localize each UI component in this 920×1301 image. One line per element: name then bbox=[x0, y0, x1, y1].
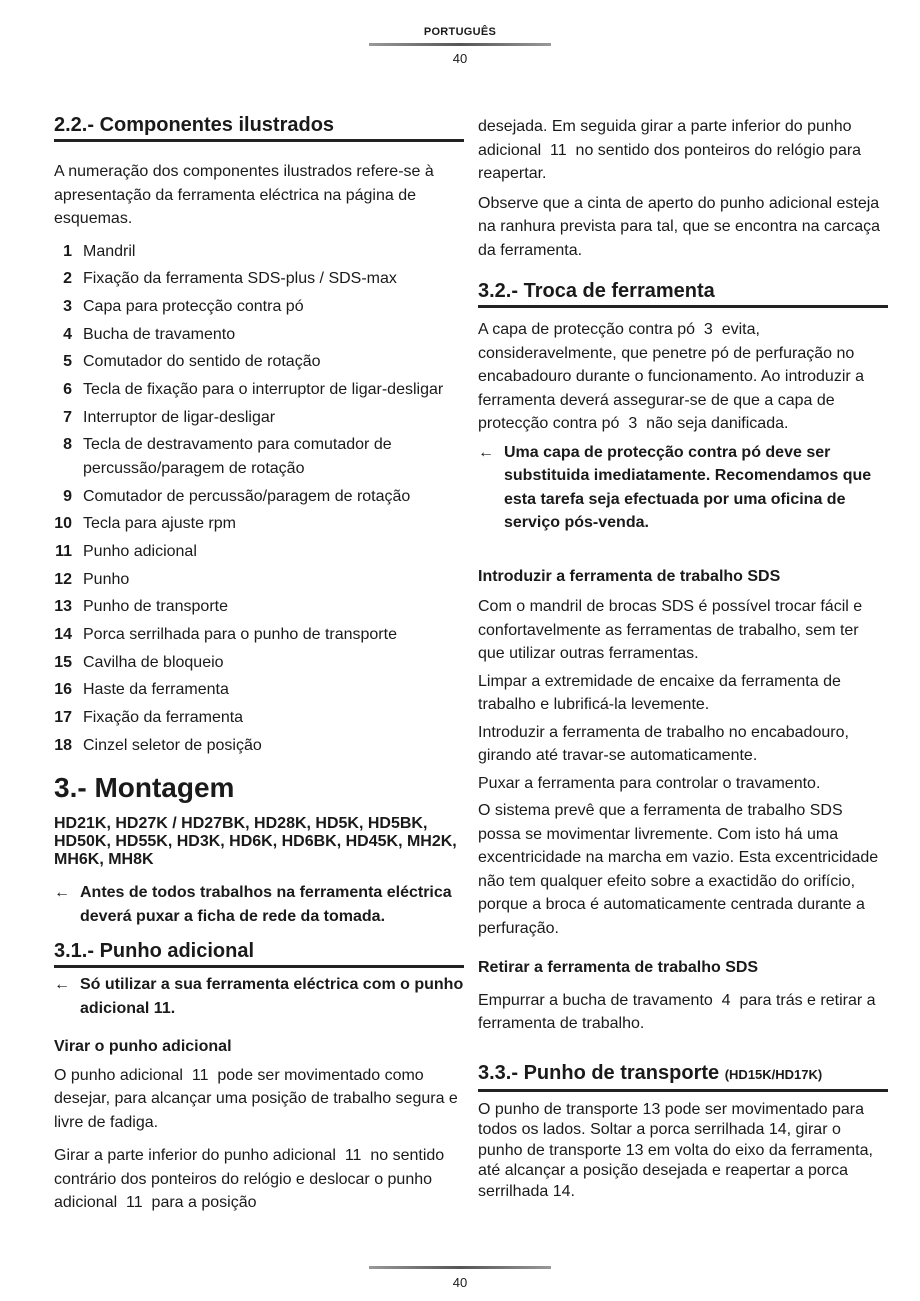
component-item bbox=[54, 378, 464, 402]
introduzir-paragraph-2: Limpar a extremidade de encaixe da ferramenta de trabalho e lubrificá-la levemente. bbox=[478, 672, 841, 713]
component-label: Capa para protecção contra pó bbox=[83, 297, 304, 315]
component-label: Comutador de percussão/paragem de rotação bbox=[83, 487, 411, 505]
component-label: Tecla para ajuste rpm bbox=[83, 515, 236, 533]
virar-continuation: desejada. Em seguida girar a parte inferior do punho adicional 11 no sentido dos ponteiros do relógio para reapertar. bbox=[478, 118, 866, 182]
component-label: Haste da ferramenta bbox=[83, 681, 229, 699]
subheading-virar: Virar o punho adicional bbox=[54, 1038, 232, 1056]
component-item bbox=[54, 678, 464, 702]
component-number: 2 bbox=[63, 270, 72, 288]
header-divider bbox=[369, 43, 551, 46]
component-item bbox=[54, 540, 464, 564]
section-heading-components: 2.2.- Componentes ilustrados bbox=[54, 112, 464, 142]
left-column bbox=[54, 112, 464, 1215]
transporte-heading-models: (HD15K/HD17K) bbox=[724, 1066, 823, 1082]
component-number: 11 bbox=[55, 542, 72, 560]
component-number: 8 bbox=[63, 436, 72, 454]
component-label: Punho adicional bbox=[83, 542, 197, 560]
component-number: 18 bbox=[54, 736, 72, 754]
introduzir-paragraph-1: Com o mandril de brocas SDS é possível trocar fácil e confortavelmente as ferramentas de trabalho, sem ter que utilizar outras ferramentas. bbox=[478, 598, 863, 662]
footer-divider bbox=[369, 1266, 551, 1269]
component-item bbox=[54, 512, 464, 536]
component-item bbox=[54, 568, 464, 592]
warning-arrow-icon: ← bbox=[478, 443, 494, 461]
section-heading-troca: 3.2.- Troca de ferramenta bbox=[478, 278, 888, 308]
component-item bbox=[54, 651, 464, 675]
section-heading-transporte bbox=[478, 1060, 888, 1092]
component-number: 7 bbox=[63, 408, 72, 426]
component-item bbox=[54, 433, 464, 480]
virar-paragraph-2: Girar a parte inferior do punho adicional 11 no sentido contrário dos ponteiros do relógio e deslocar o punho adicional 11 para a posição bbox=[54, 1147, 449, 1212]
cinta-paragraph: Observe que a cinta de aperto do punho adicional esteja na ranhura prevista para tal, que se encontra na carcaça da ferramenta. bbox=[478, 194, 881, 259]
page-number-bottom: 40 bbox=[452, 1275, 468, 1290]
subheading-retirar: Retirar a ferramenta de trabalho SDS bbox=[478, 959, 759, 976]
component-label: Fixação da ferramenta SDS-plus / SDS-max bbox=[83, 270, 397, 288]
component-number: 4 bbox=[63, 325, 72, 343]
warning-troca bbox=[478, 441, 888, 535]
component-label: Punho bbox=[83, 570, 130, 588]
component-number: 13 bbox=[54, 598, 72, 616]
component-label: Bucha de travamento bbox=[83, 325, 236, 343]
component-number: 16 bbox=[54, 681, 72, 699]
warning-unplug-text: Antes de todos trabalhos na ferramenta eléctrica deverá puxar a ficha de rede da tomada. bbox=[80, 884, 452, 925]
component-number: 3 bbox=[63, 297, 72, 315]
component-item bbox=[54, 350, 464, 374]
transporte-heading-text: 3.3.- Punho de transporte bbox=[478, 1061, 720, 1084]
introduzir-paragraph-3: Introduzir a ferramenta de trabalho no encabadouro, girando até travar-se automaticamente. bbox=[478, 723, 849, 764]
components-intro: A numeração dos componentes ilustrados refere-se à apresentação da ferramenta eléctrica na página de esquemas. bbox=[54, 163, 434, 227]
introduzir-paragraph-4: Puxar a ferramenta para controlar o travamento. bbox=[478, 774, 821, 792]
component-number: 14 bbox=[54, 625, 72, 643]
transporte-paragraph: O punho de transporte 13 pode ser movimentado para todos os lados. Soltar a porca serrilhada 14, girar o punho de transporte 13 em volta do eixo da ferramenta, até alcançar a posição desejada e reapertar a porca serrilhada 14. bbox=[478, 1100, 873, 1200]
component-number: 5 bbox=[63, 353, 72, 371]
component-label: Interruptor de ligar-desligar bbox=[83, 408, 276, 426]
component-label: Mandril bbox=[83, 242, 136, 260]
component-label: Tecla de destravamento para comutador de percussão/paragem de rotação bbox=[83, 436, 392, 477]
component-number: 1 bbox=[63, 242, 72, 260]
component-label: Fixação da ferramenta bbox=[83, 709, 244, 726]
component-label: Punho de transporte bbox=[83, 598, 228, 616]
warning-troca-text: Uma capa de protecção contra pó deve ser substituida imediatamente. Recomendamos que esta tarefa seja efectuada por uma oficina de serviço pós-venda. bbox=[504, 443, 872, 531]
warning-punho-text: Só utilizar a sua ferramenta eléctrica com o punho adicional 11. bbox=[80, 976, 464, 1017]
component-number: 6 bbox=[63, 380, 72, 398]
component-item bbox=[54, 240, 464, 264]
component-item bbox=[54, 485, 464, 509]
warning-punho bbox=[54, 973, 464, 1020]
component-item bbox=[54, 295, 464, 319]
section-heading-montagem: 3.- Montagem bbox=[54, 772, 235, 804]
component-item bbox=[54, 267, 464, 291]
component-number: 12 bbox=[54, 570, 72, 588]
component-number: 15 bbox=[54, 653, 72, 671]
virar-paragraph-1: O punho adicional 11 pode ser movimentado como desejar, para alcançar uma posição de trabalho segura e livre de fadiga. bbox=[54, 1066, 463, 1131]
troca-paragraph: A capa de protecção contra pó 3 evita, consideravelmente, que penetre pó de perfuração no encabadouro durante o funcionamento. Ao introduzir a ferramenta deverá assegurar-se de que a capa de protecção contra pó 3 não seja danificada. bbox=[478, 321, 869, 432]
language-label: PORTUGUÊS bbox=[423, 26, 497, 38]
retirar-paragraph: Empurrar a bucha de travamento 4 para trás e retirar a ferramenta de trabalho. bbox=[478, 991, 880, 1032]
components-list bbox=[54, 240, 464, 758]
component-label: Comutador do sentido de rotação bbox=[83, 353, 321, 371]
warning-arrow-icon: ← bbox=[54, 884, 70, 902]
page-number-top: 40 bbox=[452, 51, 468, 66]
warning-unplug bbox=[54, 881, 464, 928]
component-item bbox=[54, 623, 464, 647]
component-label: Porca serrilhada para o punho de transporte bbox=[83, 625, 397, 643]
component-number: 17 bbox=[54, 709, 72, 726]
subheading-introduzir: Introduzir a ferramenta de trabalho SDS bbox=[478, 567, 781, 585]
component-label: Cavilha de bloqueio bbox=[83, 653, 224, 671]
component-item bbox=[54, 323, 464, 347]
component-item bbox=[54, 734, 464, 758]
component-number: 10 bbox=[54, 515, 72, 533]
component-label: Cinzel seletor de posição bbox=[83, 736, 262, 754]
models-list: HD21K, HD27K / HD27BK, HD28K, HD5K, HD5BK, HD50K, HD55K, HD3K, HD6K, HD6BK, HD45K, MH2K, MH6K, MH8K bbox=[54, 815, 457, 869]
section-heading-punho-adicional: 3.1.- Punho adicional bbox=[54, 938, 464, 968]
introduzir-paragraph-5: O sistema prevê que a ferramenta de trabalho SDS possa se movimentar livremente. Com isto há uma excentricidade na marcha em vazio. Esta excentricidade não tem qualquer efeito sobre a exactidão do orifício, porque a broca é automaticamente centrada durante a perfuração. bbox=[478, 802, 879, 937]
component-label: Tecla de fixação para o interruptor de ligar-desligar bbox=[83, 380, 444, 398]
warning-arrow-icon: ← bbox=[54, 976, 70, 994]
component-item bbox=[54, 595, 464, 619]
component-item bbox=[54, 406, 464, 430]
right-column bbox=[478, 115, 888, 1202]
component-number: 9 bbox=[63, 487, 72, 505]
component-item bbox=[54, 706, 464, 730]
